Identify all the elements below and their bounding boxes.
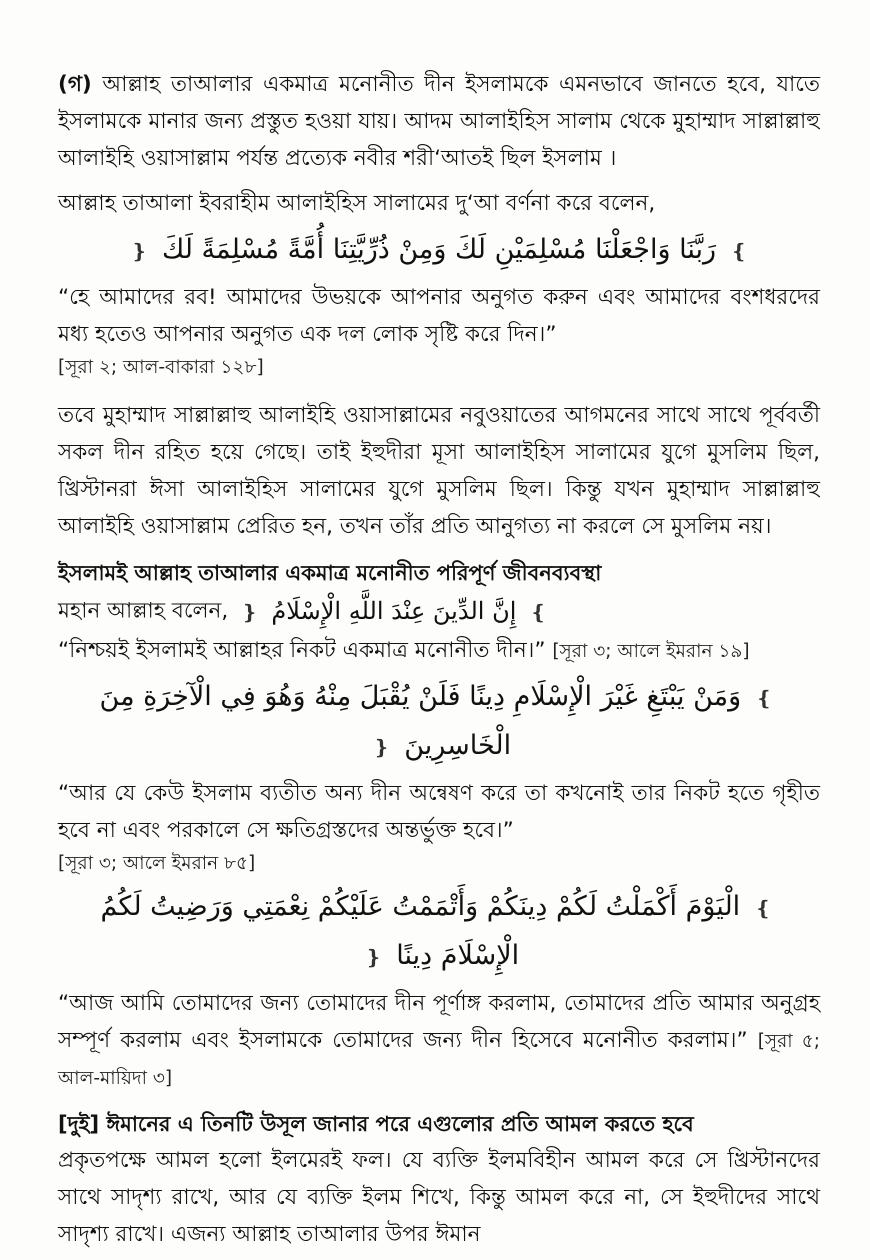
ibrahim-intro: আল্লাহ তাআলা ইবরাহীম আলাইহিস সালামের দু‘আ বর্ণনা করে বলেন, [58, 191, 656, 216]
ornament-close-icon: ❴ [372, 735, 390, 759]
verse4-reference: [সূরা ৫; আল-মায়িদা ৩] [58, 1031, 821, 1089]
verse2-arabic-text: إِنَّ الدِّينَ عِنْدَ اللَّهِ الْإِسْلَامُ [271, 597, 517, 625]
ornament-open-icon: ❵ [755, 686, 773, 710]
verse2-row [58, 591, 820, 632]
verse3-reference: [সূরা ৩; আলে ইমরান ৮৫] [58, 853, 256, 874]
ornament-close-icon: ❴ [130, 239, 148, 263]
ornament-open-icon: ❵ [754, 896, 772, 920]
verse1-reference: [সূরা ২; আল-বাকারা ১২৮] [58, 357, 264, 378]
verse1-arabic-text: رَبَّنَا وَاجْعَلْنَا مُسْلِمَيْنِ لَكَ وَمِنْ ذُرِّيَّتِنَا أُمَّةً مُسْلِمَةً لَكَ [161, 234, 717, 265]
section-ga-label: (গ) [58, 72, 92, 97]
verse3-translation: “আর যে কেউ ইসলাম ব্যতীত অন্য দীন অন্বেষণ করে তা কখনোই তার নিকট হতে গৃহীত হবে না এবং পরকালে সে ক্ষতিগ্রস্তদের অন্তর্ভুক্ত হবে।” [58, 781, 820, 843]
ornament-open-icon: ❵ [530, 600, 547, 624]
section-ga-text: আল্লাহ তাআলার একমাত্র মনোনীত দীন ইসলামকে এমনভাবে জানতে হবে, যাতে ইসলামকে মানার জন্য প্রস্তুত হওয়া যায়। আদম আলাইহিস সালাম থেকে মুহাম্মাদ সাল্লাল্লাহু আলাইহি ওয়াসাল্লাম পর্যন্ত প্রত্যেক নবীর শরী‘আতই ছিল ইসলাম । [58, 72, 820, 171]
verse2-translation: “নিশ্চয়ই ইসলামই আল্লাহর নিকট একমাত্র মনোনীত দীন।” [58, 638, 546, 663]
verse3-arabic-text: وَمَنْ يَبْتَغِ غَيْرَ الْإِسْلَامِ دِينًا فَلَنْ يُقْبَلَ مِنْهُ وَهُوَ فِي الْآخِرَةِ مِنَ الْخَاسِرِينَ [99, 681, 742, 761]
verse2-intro: মহান আল্লাহ বলেন, [58, 598, 229, 624]
heading2-text: ঈমানের এ তিনটি উসূল জানার পরে এগুলোর প্রতি আমল করতে হবে [106, 1112, 694, 1136]
verse4-arabic-text: الْيَوْمَ أَكْمَلْتُ لَكُمْ دِينَكُمْ وَأَتْمَمْتُ عَلَيْكُمْ نِعْمَتِي وَرَضِيتُ لَكُمُ الْإِسْلَامَ دِينًا [100, 891, 741, 971]
verse2-reference: [সূরা ৩; আলে ইমরান ১৯] [552, 641, 750, 662]
final-paragraph: প্রকৃতপক্ষে আমল হলো ইলমেরই ফল। যে ব্যক্তি ইলমবিহীন আমল করে সে খ্রিস্টানদের সাথে সাদৃশ্য রাখে, আর যে ব্যক্তি ইলম শিখে, কিন্তু আমল করে না, সে ইহুদীদের সাথে সাদৃশ্য রাখে। এজন্য আল্লাহ তাআলার উপর ঈমান [58, 1148, 820, 1247]
verse1-translation: “হে আমাদের রব! আমাদের উভয়কে আপনার অনুগত করুন এবং আমাদের বংশধরদের মধ্য হতেও আপনার অনুগত এক দল লোক সৃষ্টি করে দিন।” [58, 285, 820, 347]
muhammad-paragraph: তবে মুহাম্মাদ সাল্লাল্লাহু আলাইহি ওয়াসাল্লামের নবুওয়াতের আগমনের সাথে সাথে পূর্ববর্তী সকল দীন রহিত হয়ে গেছে। তাই ইহুদীরা মূসা আলাইহিস সালামের যুগে মুসলিম ছিল, খ্রিস্টানরা ঈসা আলাইহিস সালামের যুগে মুসলিম ছিল। কিন্তু যখন মুহাম্মাদ সাল্লাল্লাহু আলাইহি ওয়াসাল্লাম প্রেরিত হন, তখন তাঁর প্রতি আনুগত্য না করলে সে মুসলিম নয়। [58, 403, 820, 539]
verse2-translation-row [58, 632, 820, 669]
ornament-close-icon: ❴ [364, 945, 382, 969]
heading2-label: [দুই] [58, 1112, 100, 1136]
verse4-translation-row [58, 985, 820, 1096]
verse2-arabic [235, 591, 553, 632]
section-ga-paragraph [58, 66, 820, 177]
ornament-open-icon: ❵ [730, 239, 748, 263]
verse1-arabic [58, 226, 820, 275]
ornament-close-icon: ❴ [241, 600, 258, 624]
verse4-translation: “আজ আমি তোমাদের জন্য তোমাদের দীন পূর্ণাঙ্গ করলাম, তোমাদের প্রতি আমার অনুগ্রহ সম্পূর্ণ করলাম এবং ইসলামকে তোমাদের জন্য দীন হিসেবে মনোনীত করলাম।” [58, 991, 820, 1053]
heading-islam-only-religion: ইসলামই আল্লাহ তাআলার একমাত্র মনোনীত পরিপূর্ণ জীবনব্যবস্থা [58, 561, 602, 585]
verse3-arabic [58, 673, 820, 771]
verse4-arabic [58, 883, 820, 981]
heading-practice-principles [58, 1106, 820, 1142]
